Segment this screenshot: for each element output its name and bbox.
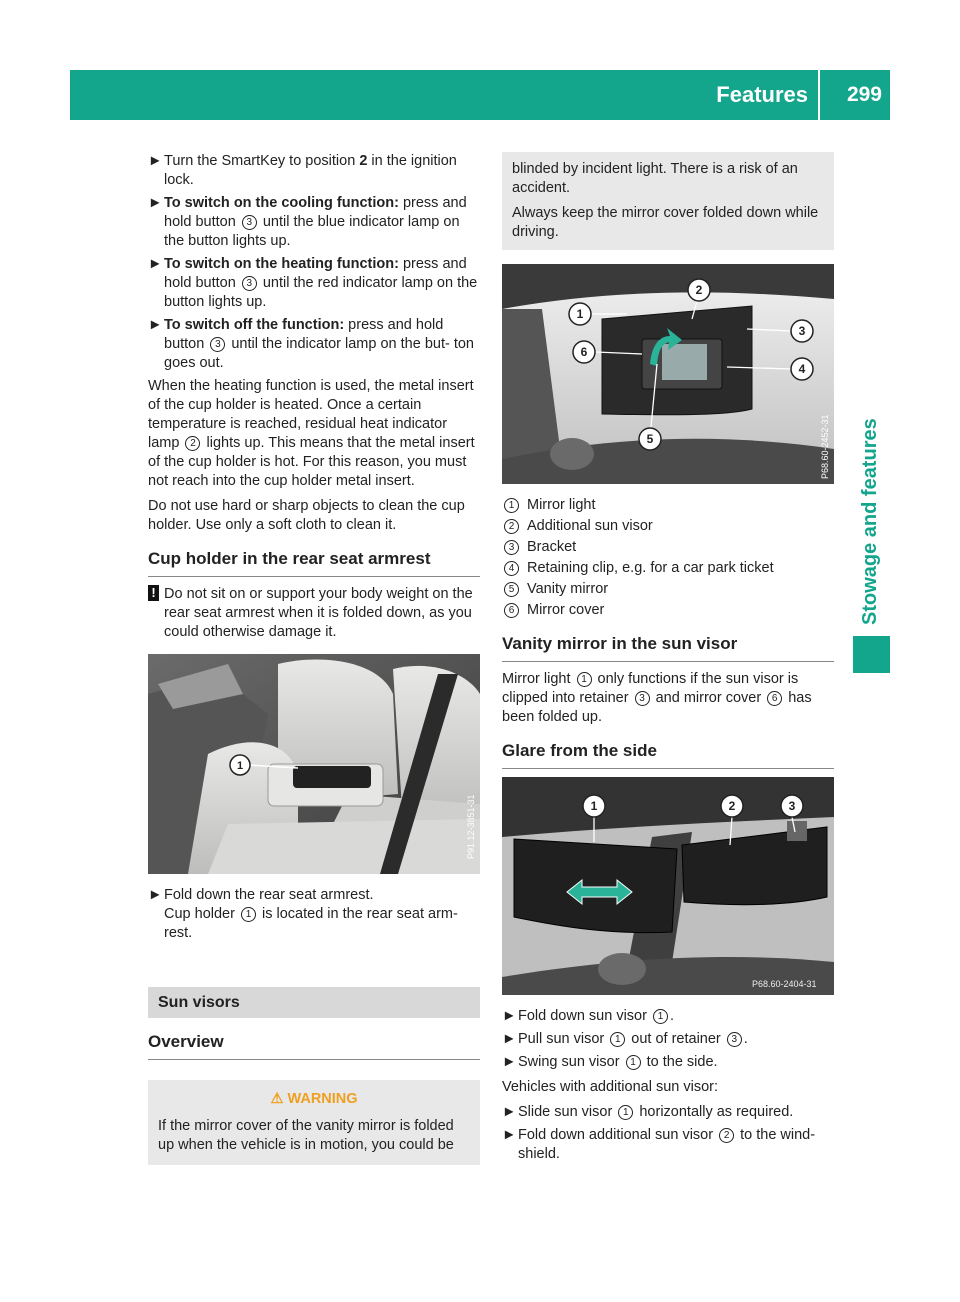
ref-number: 1 xyxy=(618,1105,633,1120)
warning-title-text: WARNING xyxy=(287,1091,358,1107)
armrest-illustration xyxy=(148,654,480,874)
callout-label: 5 xyxy=(646,432,654,446)
heading-glare: Glare from the side xyxy=(502,741,834,769)
legend-text: Vanity mirror xyxy=(527,581,609,597)
legend-list xyxy=(502,496,834,620)
ref-number: 1 xyxy=(241,907,256,922)
para-text: lights up. This means that the metal insert of the cup holder is hot. For this reason, you must not reach into the cup holder metal insert. xyxy=(148,435,475,489)
step-text: until the red indicator lamp on the button lights up. xyxy=(164,275,478,310)
callout-label: 2 xyxy=(728,799,736,813)
para-text: and mirror cover xyxy=(651,690,766,706)
callout-label: 1 xyxy=(576,307,584,321)
photo-sun-visor-overview xyxy=(502,264,834,484)
para-text: Mirror light xyxy=(502,671,575,687)
image-code: P68.60-2452-31 xyxy=(820,414,830,479)
ref-number: 2 xyxy=(504,519,519,534)
section-banner: Sun visors xyxy=(148,987,480,1018)
image-code: P68.60-2404-31 xyxy=(752,979,817,989)
notice-icon: ! xyxy=(148,585,159,601)
para-text: Cup holder xyxy=(164,906,239,922)
legend-text: Mirror light xyxy=(527,497,596,513)
page-header xyxy=(70,70,890,120)
step-arrow-icon: ► xyxy=(502,1008,517,1024)
page-number: 299 xyxy=(846,83,882,106)
warning-text: blinded by incident light. There is a risk of an accident. xyxy=(512,161,798,196)
step-arrow-icon: ► xyxy=(148,256,163,272)
step-arrow-icon: ► xyxy=(502,1054,517,1070)
legend-item xyxy=(502,580,834,599)
ref-number: 3 xyxy=(242,276,257,291)
step-text: Slide sun visor xyxy=(518,1104,617,1120)
step-text: to the side. xyxy=(642,1054,718,1070)
step-text: Fold down sun visor xyxy=(518,1008,651,1024)
step-text: Pull sun visor xyxy=(518,1031,609,1047)
ref-number: 6 xyxy=(767,691,782,706)
para-text: only functions if the sun visor is clipped into retainer xyxy=(502,671,799,706)
step-item xyxy=(148,255,480,312)
callout-label: 1 xyxy=(590,799,598,813)
paragraph xyxy=(502,670,834,727)
paragraph xyxy=(148,377,480,491)
legend-text: Additional sun visor xyxy=(527,518,653,534)
step-text: in the ignition lock. xyxy=(164,153,457,188)
step-item xyxy=(148,194,480,251)
chapter-tab-label: Stowage and features xyxy=(859,418,881,625)
step-text: Turn the SmartKey to position xyxy=(164,153,360,169)
step-item xyxy=(148,316,480,373)
step-bold: To switch on the cooling function: xyxy=(164,195,399,211)
step-text: Fold down additional sun visor xyxy=(518,1127,718,1143)
sun-visor-illustration xyxy=(502,264,834,484)
image-code: P91.12-3851-31 xyxy=(466,794,476,859)
legend-text: Retaining clip, e.g. for a car park ticket xyxy=(527,560,774,576)
notice xyxy=(148,585,480,642)
heading-overview: Overview xyxy=(148,1032,480,1060)
ref-number: 2 xyxy=(719,1128,734,1143)
para-text: When the heating function is used, the metal insert of the cup holder is heated. Once a certain temperature is reached, residual heat indicator lamp xyxy=(148,378,474,451)
step-item xyxy=(148,152,480,190)
photo-glare-side xyxy=(502,777,834,995)
chapter-marker xyxy=(853,636,890,673)
legend-item xyxy=(502,517,834,536)
legend-item xyxy=(502,601,834,620)
notice-text: Do not sit on or support your body weight on the rear seat armrest when it is folded down, as you could otherwise damage it. xyxy=(164,586,473,640)
callout-label: 3 xyxy=(788,799,796,813)
warning-box xyxy=(148,1080,480,1165)
step-item xyxy=(502,1030,834,1049)
warning-title xyxy=(158,1090,470,1109)
left-column xyxy=(148,152,480,1165)
warning-continued xyxy=(502,152,834,250)
legend-text: Bracket xyxy=(527,539,577,555)
step-arrow-icon: ► xyxy=(148,195,163,211)
step-text: press and hold button xyxy=(164,195,467,230)
callout-label: 1 xyxy=(236,760,244,772)
step-text: out of retainer xyxy=(627,1031,725,1047)
photo-rear-armrest xyxy=(148,654,480,874)
ref-number: 1 xyxy=(610,1032,625,1047)
callout-label: 4 xyxy=(798,362,806,376)
ref-number: 3 xyxy=(504,540,519,555)
step-item xyxy=(148,886,480,905)
step-item xyxy=(502,1007,834,1026)
ref-number: 1 xyxy=(626,1055,641,1070)
step-bold: To switch off the function: xyxy=(164,317,345,333)
step-text: Fold down the rear seat armrest. xyxy=(164,887,374,903)
warning-triangle-icon: ⚠ xyxy=(270,1091,284,1107)
callout-label: 3 xyxy=(798,324,806,338)
step-arrow-icon: ► xyxy=(148,887,163,903)
glare-illustration xyxy=(502,777,834,995)
ref-number: 1 xyxy=(577,672,592,687)
heading-vanity-mirror: Vanity mirror in the sun visor xyxy=(502,634,834,662)
step-text: until the indicator lamp on the but- ton goes out. xyxy=(164,336,474,371)
step-text: to the wind- shield. xyxy=(518,1127,816,1162)
warning-text: Always keep the mirror cover folded down while driving. xyxy=(512,205,819,240)
paragraph xyxy=(148,905,480,943)
step-item xyxy=(502,1126,834,1164)
step-text: . xyxy=(743,1031,748,1047)
step-bold: To switch on the heating function: xyxy=(164,256,399,272)
ref-number: 2 xyxy=(185,436,200,451)
step-arrow-icon: ► xyxy=(502,1031,517,1047)
legend-text: Mirror cover xyxy=(527,602,605,618)
chapter-tab xyxy=(853,120,890,630)
step-arrow-icon: ► xyxy=(148,153,163,169)
paragraph: Do not use hard or sharp objects to clean the cup holder. Use only a soft cloth to clean it. xyxy=(148,498,465,533)
step-text: press and hold button xyxy=(164,256,467,291)
ref-number: 6 xyxy=(504,603,519,618)
step-text: until the blue indicator lamp on the button lights up. xyxy=(164,214,460,249)
ref-number: 1 xyxy=(653,1009,668,1024)
ref-number: 1 xyxy=(504,498,519,513)
step-text: horizontally as required. xyxy=(635,1104,794,1120)
callout-label: 2 xyxy=(695,283,703,297)
legend-item xyxy=(502,559,834,578)
ref-number: 3 xyxy=(727,1032,742,1047)
para-text: is located in the rear seat arm- rest. xyxy=(164,906,458,941)
right-column xyxy=(502,152,834,1168)
ref-number: 3 xyxy=(210,337,225,352)
step-bold: 2 xyxy=(359,153,368,169)
ref-number: 3 xyxy=(242,215,257,230)
step-arrow-icon: ► xyxy=(502,1104,517,1120)
section-title: Features xyxy=(716,70,820,120)
paragraph: Vehicles with additional sun visor: xyxy=(502,1079,719,1095)
para-text: has been folded up. xyxy=(502,690,812,725)
callout-label: 6 xyxy=(580,345,588,359)
heading-cup-holder: Cup holder in the rear seat armrest xyxy=(148,549,480,577)
step-arrow-icon: ► xyxy=(148,317,163,333)
ref-number: 5 xyxy=(504,582,519,597)
legend-item xyxy=(502,496,834,515)
legend-item xyxy=(502,538,834,557)
step-text: . xyxy=(669,1008,675,1024)
warning-text: If the mirror cover of the vanity mirror is folded up when the vehicle is in motion, you could be xyxy=(158,1118,454,1153)
step-item xyxy=(502,1103,834,1122)
ref-number: 3 xyxy=(635,691,650,706)
step-item xyxy=(502,1053,834,1072)
step-arrow-icon: ► xyxy=(502,1127,517,1143)
step-text: press and hold button xyxy=(164,317,444,352)
step-text: Swing sun visor xyxy=(518,1054,624,1070)
ref-number: 4 xyxy=(504,561,519,576)
